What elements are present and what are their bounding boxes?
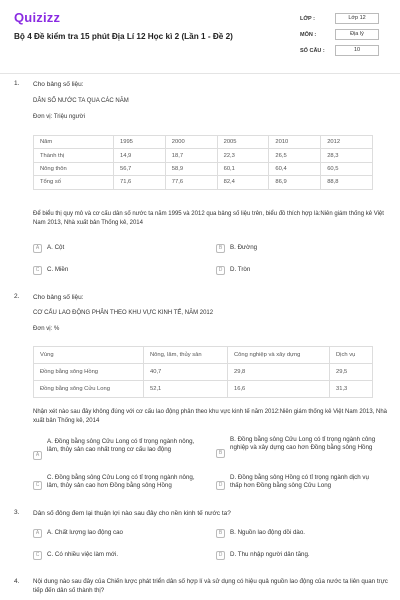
table-cell: Thành thị — [34, 149, 114, 162]
question-number: 2. — [14, 293, 20, 300]
table-row — [34, 364, 373, 381]
option-c[interactable] — [33, 263, 203, 279]
table-cell: 56,7 — [114, 162, 166, 175]
table-row — [34, 176, 373, 189]
option-a[interactable] — [33, 438, 208, 468]
table-cell: 58,9 — [165, 162, 217, 175]
option-text: B. Đường — [230, 244, 258, 251]
table-cell: 26,5 — [269, 149, 321, 162]
question-count-label: SỐ CÂU : — [300, 48, 325, 54]
table-cell: 2005 — [217, 136, 269, 149]
table-cell: 60,1 — [217, 162, 269, 175]
worksheet-header — [0, 0, 400, 74]
option-letter: C — [33, 481, 42, 490]
table-cell: 2000 — [165, 136, 217, 149]
table-title: CƠ CẤU LAO ĐỘNG PHÂN THEO KHU VỰC KINH TẾ, NĂM 2012 — [33, 310, 214, 316]
table-cell: Công nghiệp và xây dựng — [228, 347, 330, 364]
table-cell: 60,4 — [269, 162, 321, 175]
subject-value: Địa lý — [335, 29, 379, 40]
question-count-value: 10 — [335, 45, 379, 56]
option-d[interactable] — [216, 548, 386, 564]
quizizz-logo[interactable]: Quizizz — [14, 10, 61, 25]
option-letter: C — [33, 266, 42, 275]
table-cell: 31,3 — [330, 381, 373, 398]
option-text: D. Tròn — [230, 266, 251, 273]
table-title: DÂN SỐ NƯỚC TA QUA CÁC NĂM — [33, 98, 129, 104]
option-letter: D — [216, 551, 225, 560]
option-b[interactable] — [216, 436, 391, 466]
table-cell: 82,4 — [217, 176, 269, 189]
option-d[interactable] — [216, 474, 391, 496]
option-a[interactable] — [33, 241, 203, 257]
table-cell: 86,9 — [269, 176, 321, 189]
option-text: A. Cột — [47, 244, 65, 251]
table-cell: Đồng bằng sông Cửu Long — [34, 381, 144, 398]
option-letter: C — [33, 551, 42, 560]
option-b[interactable] — [216, 526, 386, 542]
question-prompt: Cho bảng số liệu: — [33, 81, 84, 88]
subject-label: MÔN : — [300, 32, 317, 38]
option-letter: D — [216, 266, 225, 275]
table-cell: 16,6 — [228, 381, 330, 398]
table-cell: Dịch vụ — [330, 347, 373, 364]
option-c[interactable] — [33, 474, 208, 496]
table-cell: 29,8 — [228, 364, 330, 381]
table-cell: 29,5 — [330, 364, 373, 381]
table-cell: 28,3 — [321, 149, 373, 162]
labor-structure-table — [33, 346, 373, 398]
table-row — [34, 162, 373, 175]
question-number: 1. — [14, 80, 20, 87]
table-cell: Vùng — [34, 347, 144, 364]
table-cell: Đồng bằng sông Hồng — [34, 364, 144, 381]
table-cell: 18,7 — [165, 149, 217, 162]
option-letter: A — [33, 244, 42, 253]
table-cell: Năm — [34, 136, 114, 149]
table-cell: 22,3 — [217, 149, 269, 162]
table-cell: 52,1 — [144, 381, 228, 398]
option-text: D. Thu nhập người dân tăng. — [230, 551, 310, 558]
option-b[interactable] — [216, 241, 386, 257]
option-text: C. Miền — [47, 266, 69, 273]
table-cell: 14,9 — [114, 149, 166, 162]
option-text: C. Đồng bằng sông Cửu Long có tỉ trọng ngành nông, lâm, thủy sản cao hơn Đồng bằng sông Hồng — [47, 474, 195, 489]
class-value: Lớp 12 — [335, 13, 379, 24]
option-letter: B — [216, 244, 225, 253]
class-label: LỚP : — [300, 16, 315, 22]
option-letter: A — [33, 529, 42, 538]
option-a[interactable] — [33, 526, 203, 542]
option-text: B. Nguồn lao động dồi dào. — [230, 529, 305, 536]
table-cell: 1995 — [114, 136, 166, 149]
question-text: Dân số đông đem lại thuận lợi nào sau đây cho nền kinh tế nước ta? — [33, 510, 231, 517]
option-letter: B — [216, 529, 225, 538]
table-unit: Đơn vị: Triệu người — [33, 114, 85, 120]
question-number: 4. — [14, 578, 20, 585]
option-d[interactable] — [216, 263, 386, 279]
table-cell: 2010 — [269, 136, 321, 149]
table-cell: 71,6 — [114, 176, 166, 189]
question-text: Để biểu thị quy mô và cơ cấu dân số nước ta năm 1995 và 2012 qua bảng số liệu trên, biểu đồ thích hợp là:Niên giám thống kê Việt Nam 2013, Nhà xuất bản Thống kê, 2014 — [33, 211, 384, 226]
option-letter: D — [216, 481, 225, 490]
table-cell: Nông thôn — [34, 162, 114, 175]
table-unit: Đơn vị: % — [33, 326, 60, 332]
table-cell: 60,5 — [321, 162, 373, 175]
option-text: B. Đồng bằng sông Cửu Long có tỉ trọng ngành công nghiệp và xây dựng cao hơn Đồng bằng sông Hồng — [230, 436, 376, 451]
table-cell: Nông, lâm, thủy sản — [144, 347, 228, 364]
table-cell: 77,6 — [165, 176, 217, 189]
table-row — [34, 381, 373, 398]
question-prompt: Cho bảng số liệu: — [33, 294, 84, 301]
option-text: D. Đồng bằng sông Hồng có tỉ trọng ngành dịch vụ thấp hơn Đồng bằng sông Cửu Long — [230, 474, 369, 489]
table-cell: Tổng số — [34, 176, 114, 189]
table-row — [34, 136, 373, 149]
table-cell: 88,8 — [321, 176, 373, 189]
table-row — [34, 347, 373, 364]
page-title: Bộ 4 Đề kiểm tra 15 phút Địa Lí 12 Học kì 2 (Lần 1 - Đề 2) — [14, 32, 233, 41]
question-number: 3. — [14, 509, 20, 516]
question-text: Nội dung nào sau đây của Chiến lược phát triển dân số hợp lí và sử dụng có hiệu quả nguồn lao động của nước ta liên quan trực tiếp đến dân số thành thị? — [33, 578, 388, 594]
table-row — [34, 149, 373, 162]
population-table — [33, 135, 373, 190]
option-c[interactable] — [33, 548, 203, 564]
option-letter: A — [33, 451, 42, 460]
option-letter: B — [216, 449, 225, 458]
option-text: A. Chất lượng lao động cao — [47, 529, 123, 536]
question-text: Nhận xét nào sau đây không đúng với cơ cấu lao động phân theo khu vực kinh tế năm 2012:Niên giám thống kê Việt Nam 2013, Nhà xuất bản Thống kê, 2014 — [33, 409, 388, 424]
table-cell: 2012 — [321, 136, 373, 149]
option-text: C. Có nhiều việc làm mới. — [47, 551, 119, 558]
table-cell: 40,7 — [144, 364, 228, 381]
option-text: A. Đồng bằng sông Cửu Long có tỉ trọng ngành nông, lâm, thủy sản cao nhất trong cơ cấu lao động — [47, 438, 195, 453]
